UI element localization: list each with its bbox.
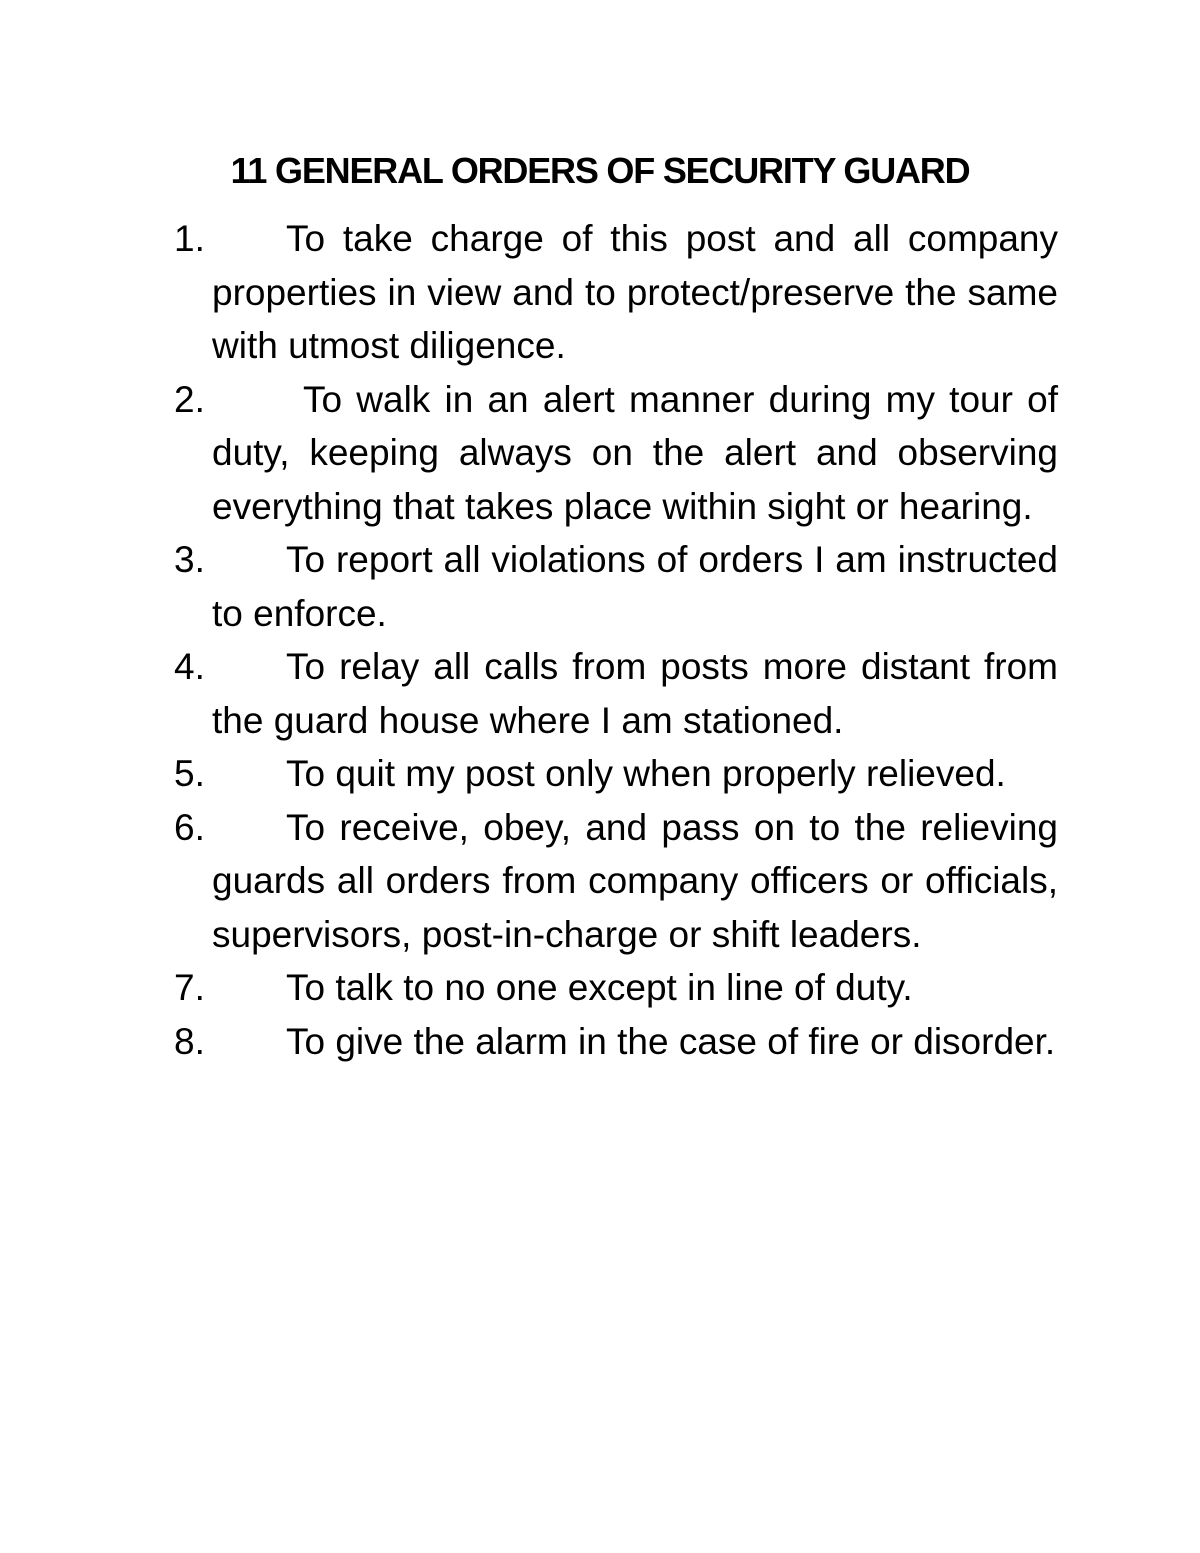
list-item-number: 2. — [174, 378, 205, 420]
list-item-text: To walk in an alert manner during my tour of duty, keeping always on the alert and observing everything that takes place within sight or hearing. — [212, 378, 1058, 527]
list-item-number: 7. — [174, 967, 205, 1008]
list-item-number: 6. — [174, 806, 205, 848]
general-orders-list — [174, 212, 1058, 1068]
list-item-order-1 — [174, 212, 1058, 373]
page-title: 11 GENERAL ORDERS OF SECURITY GUARD — [230, 150, 970, 191]
list-item-order-4 — [174, 640, 1058, 747]
list-item-number: 4. — [174, 646, 205, 687]
list-item-text: To take charge of this post and all company properties in view and to protect/preserve the same with utmost diligence. — [212, 218, 1058, 366]
list-item-text: To give the alarm in the case of fire or disorder. — [286, 1020, 1056, 1062]
list-item-order-2 — [174, 373, 1058, 534]
list-item-text: To relay all calls from posts more distant from the guard house where I am stationed. — [212, 646, 1058, 741]
list-item-text: To talk to no one except in line of duty. — [286, 967, 913, 1008]
list-item-text: To quit my post only when properly relieved. — [286, 753, 1006, 794]
list-item-text: To receive, obey, and pass on to the relieving guards all orders from company officers or officials, supervisors, post-in-charge or shift leaders. — [212, 806, 1058, 955]
list-item-number: 8. — [174, 1020, 205, 1062]
list-item-order-7 — [174, 961, 1058, 1015]
list-item-order-3 — [174, 533, 1058, 640]
list-item-order-8 — [174, 1015, 1058, 1069]
list-item-number: 1. — [174, 218, 205, 259]
list-item-number: 3. — [174, 539, 205, 580]
list-item-text: To report all violations of orders I am instructed to enforce. — [212, 539, 1058, 634]
list-item-number: 5. — [174, 753, 205, 794]
list-item-order-6 — [174, 801, 1058, 962]
list-item-order-5 — [174, 747, 1058, 801]
